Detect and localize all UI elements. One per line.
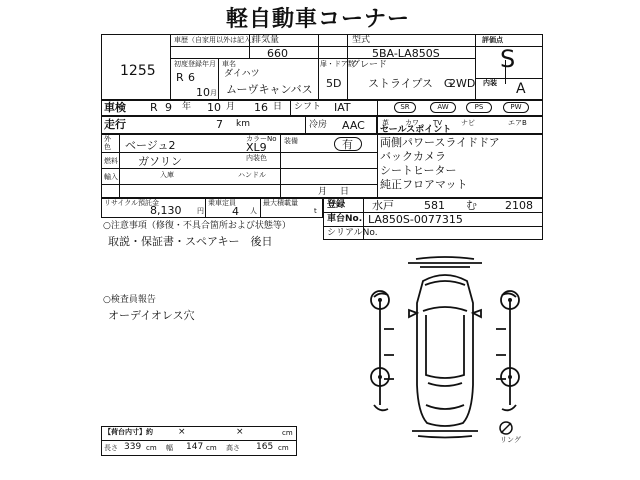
load-unit: t <box>314 207 317 215</box>
equip-leather: 革 <box>382 119 389 127</box>
equip-pw: PW <box>503 102 529 113</box>
equip-aw: AW <box>430 102 456 113</box>
grade-label: グレード <box>351 60 388 70</box>
inspection-era: R <box>150 101 158 114</box>
inspection-day: 16 <box>254 101 268 114</box>
reg-label: 登録 <box>327 200 346 210</box>
sales-points-label: セールスポイント <box>380 125 452 135</box>
mileage-unit: km <box>236 119 250 129</box>
width-label: 幅 <box>166 444 173 452</box>
dims-unit: cm <box>282 429 293 437</box>
capacity-value: 4 <box>232 205 239 218</box>
displacement-label: 排気量 <box>252 35 280 45</box>
doors-label: 扉・ドア数 <box>320 60 355 68</box>
grade-score: S <box>500 45 516 73</box>
inspection-label: 車検 <box>104 101 126 114</box>
handle-label: ハンドル <box>238 171 266 179</box>
height-unit: cm <box>278 444 289 452</box>
mileage-label: 走行 <box>104 118 126 131</box>
reg-area: 水戸 <box>372 199 394 212</box>
color-no-label: カラーNo <box>246 135 277 143</box>
car-history-label: 車歴（自家用以外は記入） <box>174 36 258 44</box>
capacity-label: 乗車定員 <box>208 199 236 207</box>
length-unit: cm <box>146 444 157 452</box>
inspection-year-unit: 年 <box>182 102 192 112</box>
car-name-label: 車名 <box>222 60 236 68</box>
interior-color-label: 内装色 <box>246 154 267 162</box>
color-label: 色 <box>104 143 111 151</box>
exterior-label: 外 <box>104 135 111 143</box>
sales-point-2: バックカメラ <box>380 150 446 163</box>
recycle-fee: 8,130 <box>150 204 182 217</box>
spare-tire-icon <box>498 420 514 436</box>
fuel-label: 燃料 <box>104 157 118 165</box>
chassis-number: LA850S-0077315 <box>368 213 463 226</box>
times-1: × <box>178 427 186 437</box>
sales-point-1: 両側パワースライドドア <box>380 136 500 149</box>
serial-label: シリアルNo. <box>327 228 378 238</box>
shift-value: IAT <box>334 101 351 114</box>
notes-label: ○注意事項（修復・不具合箇所および状態等） <box>103 221 291 231</box>
equip-airbag: エアB <box>508 119 527 127</box>
chassis-label: 車台No. <box>327 214 363 224</box>
equip-tv: TV <box>433 119 443 127</box>
reg-month-unit: 月 <box>318 187 328 197</box>
width-unit: cm <box>206 444 217 452</box>
reg-class: 581 <box>424 199 445 212</box>
notes-text: 取説・保証書・スペアキー 後日 <box>108 235 273 248</box>
sales-point-3: シートヒーター <box>380 164 457 177</box>
spare-tire-label: リング <box>500 436 521 444</box>
first-reg-month: 10 <box>196 86 210 99</box>
reg-kana: む <box>466 199 477 212</box>
recycle-label: リサイクル預託金 <box>104 199 160 207</box>
first-reg-label: 初度登録年月 <box>174 60 216 68</box>
lot-number: 1255 <box>120 63 156 79</box>
inspector-report: オーデイオレス穴 <box>108 309 195 322</box>
ac-label: 冷房 <box>309 120 328 130</box>
equipment-label: 装備 <box>284 137 298 145</box>
load-label: 最大積載量 <box>263 199 298 207</box>
dims-label: 【荷台内寸】約 <box>104 428 153 436</box>
equip-ps: PS <box>466 102 492 113</box>
dim-height: 165 <box>256 442 274 452</box>
equip-kawa: カワ <box>405 119 419 127</box>
mileage-value: 7 <box>216 118 223 131</box>
sales-point-4: 純正フロアマット <box>380 178 468 191</box>
maker: ダイハツ <box>224 69 260 79</box>
dim-length: 339 <box>124 442 142 452</box>
reg-day-unit: 日 <box>340 187 350 197</box>
page-title: 軽自動車コーナー <box>226 7 411 32</box>
present-value: 有 <box>342 138 353 151</box>
inspection-day-unit: 日 <box>273 102 283 112</box>
grade-value: ストライプス G <box>368 77 453 90</box>
car-name: ムーヴキャンバス <box>226 83 313 96</box>
first-reg-year: 6 <box>188 71 195 84</box>
inspection-month: 10 <box>207 101 221 114</box>
interior-score: A <box>516 81 526 97</box>
dim-width: 147 <box>186 442 204 452</box>
shift-label: シフト <box>294 102 322 112</box>
model-code: 5BA-LA850S <box>372 47 440 60</box>
equip-sr: SR <box>394 102 416 113</box>
pass-label: 入庫 <box>160 171 174 179</box>
interior-score-label: 内装 <box>483 79 497 87</box>
times-2: × <box>236 427 244 437</box>
inspection-year: 9 <box>165 101 172 114</box>
car-diagram <box>360 255 530 440</box>
reg-number: 2108 <box>505 199 533 212</box>
import-label: 輸入 <box>104 173 118 181</box>
ac-value: AAC <box>342 119 365 132</box>
doors-value: 5D <box>326 77 342 90</box>
color-code: XL9 <box>246 141 267 154</box>
drive-value: 2WD <box>449 77 476 90</box>
height-label: 高さ <box>226 444 240 452</box>
exterior-color: ベージュ2 <box>125 139 176 152</box>
model-label: 型式 <box>352 35 371 45</box>
first-reg-era: R <box>176 71 184 84</box>
capacity-unit: 人 <box>250 207 257 215</box>
grade-score-label: 評価点 <box>482 36 503 44</box>
inspector-label: ○検査員報告 <box>103 295 156 305</box>
first-reg-month-unit: 月 <box>210 89 217 97</box>
fuel-value: ガソリン <box>138 155 182 168</box>
equip-navi: ナビ <box>461 119 475 127</box>
displacement-value: 660 <box>267 47 288 60</box>
inspection-month-unit: 月 <box>226 102 236 112</box>
recycle-unit: 円 <box>197 207 204 215</box>
length-label: 長さ <box>104 444 118 452</box>
